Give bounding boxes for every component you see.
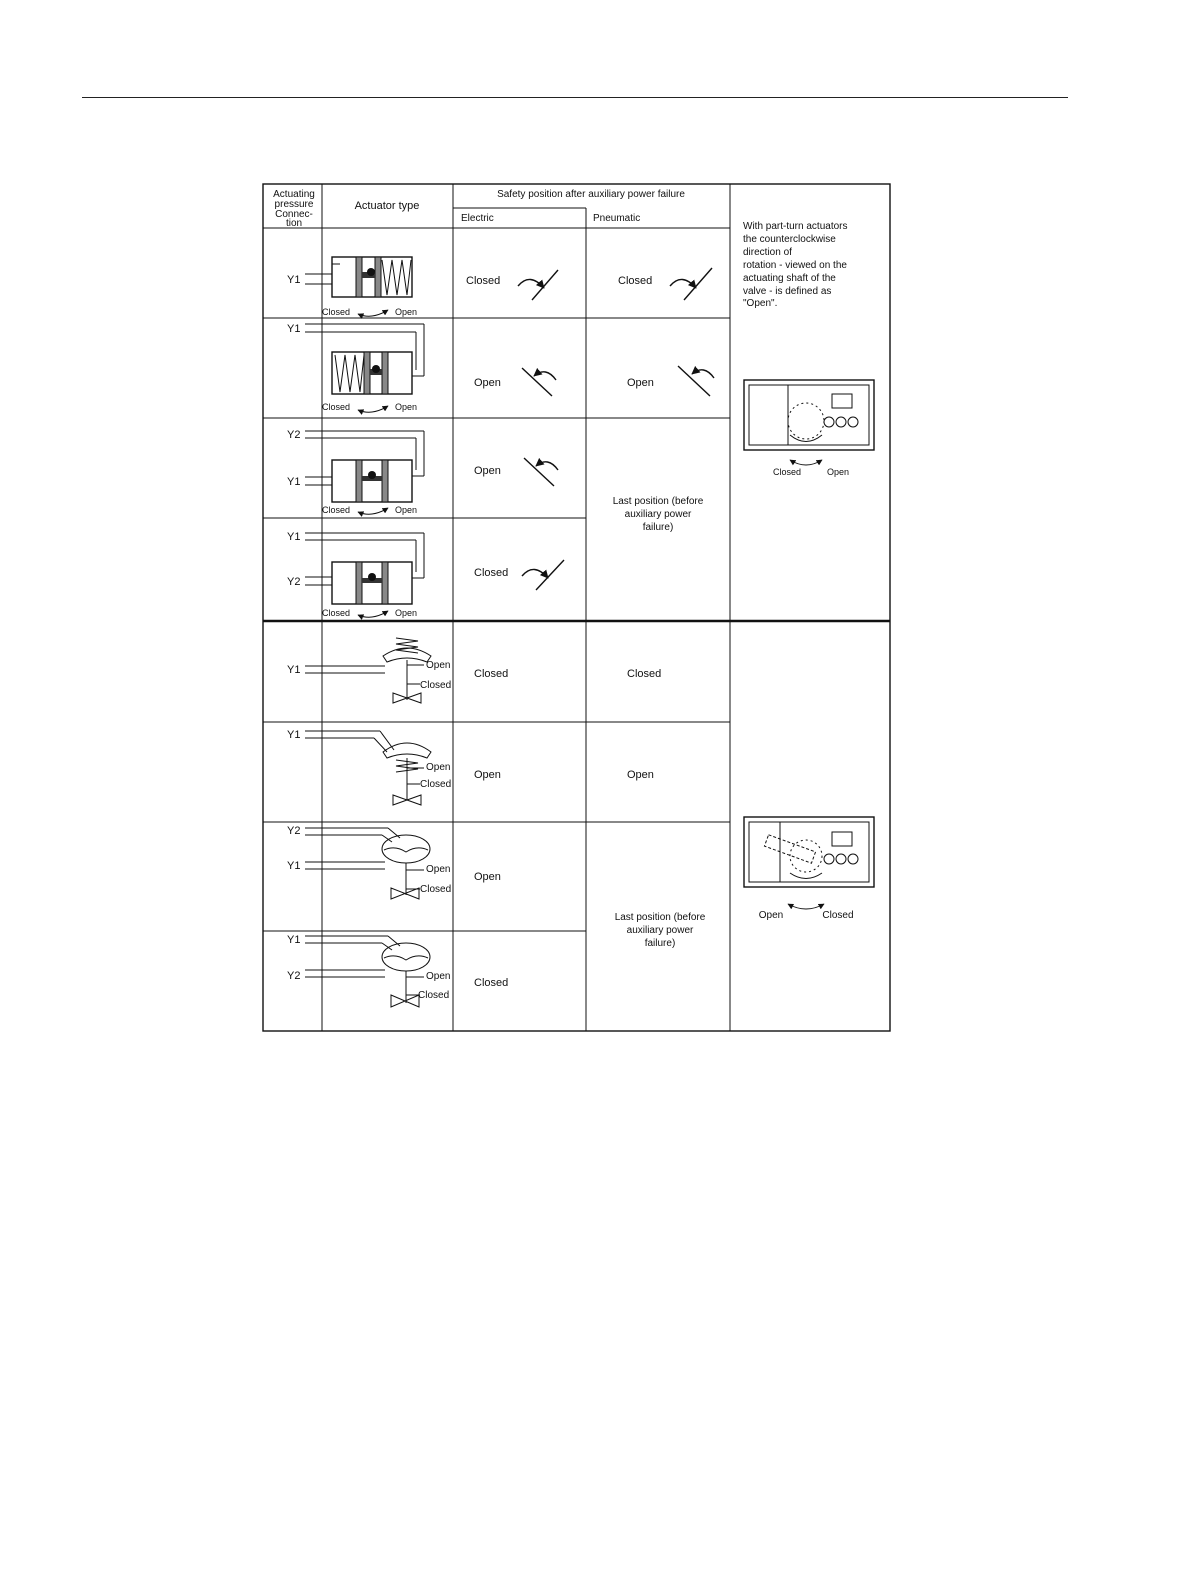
linear-device-label-open: Open (758, 910, 784, 921)
diagram-label: Closed (420, 779, 452, 790)
closed-position-icon (522, 560, 564, 590)
linear-device-drawing (744, 817, 874, 909)
header-connection-line: Connec- (275, 209, 313, 220)
linear-device-label-closed: Closed (822, 910, 854, 921)
header-connection-line: tion (285, 218, 303, 229)
connection-label: Y1 (287, 323, 301, 335)
part-turn-row-4 (287, 531, 564, 618)
connection-label: Y1 (287, 664, 301, 676)
part-turn-row-2 (287, 323, 714, 412)
open-position-icon (678, 366, 714, 396)
diagram-label: Open (395, 402, 418, 412)
diagram-label: Closed (322, 307, 351, 317)
electric-position: Open (474, 769, 501, 781)
note-line: "Open". (743, 298, 778, 309)
note-line: rotation - viewed on the (743, 260, 847, 271)
connection-label: Y1 (287, 274, 301, 286)
header-pneumatic: Pneumatic (593, 213, 641, 224)
diagram-label: Closed (322, 402, 351, 412)
svg-text:Last position (before: Last position (before (614, 912, 706, 923)
note-line: valve - is defined as (743, 286, 832, 297)
header-connection (273, 189, 315, 229)
header-actuator-type: Actuator type (354, 200, 420, 212)
pneumatic-position: Closed (627, 668, 662, 680)
connection-label: Y1 (287, 729, 301, 741)
connection-label: Y1 (287, 476, 301, 488)
part-turn-note (743, 221, 847, 309)
svg-text:auxiliary power: auxiliary power (624, 509, 692, 520)
linear-row-2 (287, 729, 654, 805)
diagram-label: Open (395, 608, 418, 618)
header-safety-position: Safety position after auxiliary power failure (497, 189, 685, 200)
part-turn-last-position (613, 496, 704, 533)
electric-position: Closed (474, 977, 509, 989)
note-line: direction of (743, 247, 792, 258)
note-line: actuating shaft of the (743, 273, 836, 284)
linear-row-4 (287, 934, 508, 1007)
linear-row-1 (287, 638, 661, 703)
part-turn-device-drawing (744, 380, 874, 465)
table-grid (263, 184, 890, 1031)
pneumatic-position: Open (627, 769, 654, 781)
header-electric: Electric (461, 213, 494, 224)
linear-row-3 (287, 825, 501, 899)
closed-position-icon (670, 268, 712, 300)
open-position-icon (522, 368, 556, 396)
diagram-label: Open (395, 307, 418, 317)
connection-label: Y1 (287, 531, 301, 543)
electric-position: Closed (466, 275, 501, 287)
diagram-label: Open (426, 762, 451, 773)
svg-text:Last position (before: Last position (before (612, 496, 704, 507)
open-position-icon (524, 458, 558, 486)
note-line: the counterclockwise (743, 234, 836, 245)
connection-label: Y2 (287, 429, 301, 441)
electric-position: Open (474, 465, 501, 477)
diagram-label: Closed (322, 505, 351, 515)
linear-last-position (615, 912, 706, 949)
diaphragm-actuator-drawing (383, 743, 431, 805)
part-turn-row-1 (287, 257, 712, 317)
header-connection-line: Actuating (273, 189, 315, 200)
note-line: With part-turn actuators (743, 221, 848, 232)
connection-label: Y2 (287, 825, 301, 837)
electric-position: Closed (474, 567, 509, 579)
diagram-label: Open (426, 864, 451, 875)
electric-position: Open (474, 377, 501, 389)
diagram-label: Open (426, 971, 451, 982)
part-turn-row-3 (287, 429, 558, 515)
connection-label: Y1 (287, 860, 301, 872)
diagram-label: Open (426, 660, 451, 671)
header-connection-line: pressure (274, 199, 314, 210)
connection-label: Y1 (287, 934, 301, 946)
closed-position-icon (518, 270, 558, 300)
diagram-label: Closed (418, 990, 450, 1001)
device-label-closed: Closed (772, 467, 802, 477)
connection-label: Y2 (287, 970, 301, 982)
connection-label: Y2 (287, 576, 301, 588)
electric-position: Open (474, 871, 501, 883)
svg-text:auxiliary power: auxiliary power (626, 925, 694, 936)
diagram-label: Closed (322, 608, 351, 618)
diagram-label: Closed (420, 884, 452, 895)
pneumatic-position: Open (627, 377, 654, 389)
svg-text:failure): failure) (644, 938, 676, 949)
pneumatic-position: Closed (618, 275, 653, 287)
svg-text:failure): failure) (642, 522, 674, 533)
diagram-label: Open (395, 505, 418, 515)
electric-position: Closed (474, 668, 509, 680)
device-label-open: Open (826, 467, 850, 477)
diagram-label: Closed (420, 680, 452, 691)
diaphragm-actuator-drawing (383, 638, 431, 703)
